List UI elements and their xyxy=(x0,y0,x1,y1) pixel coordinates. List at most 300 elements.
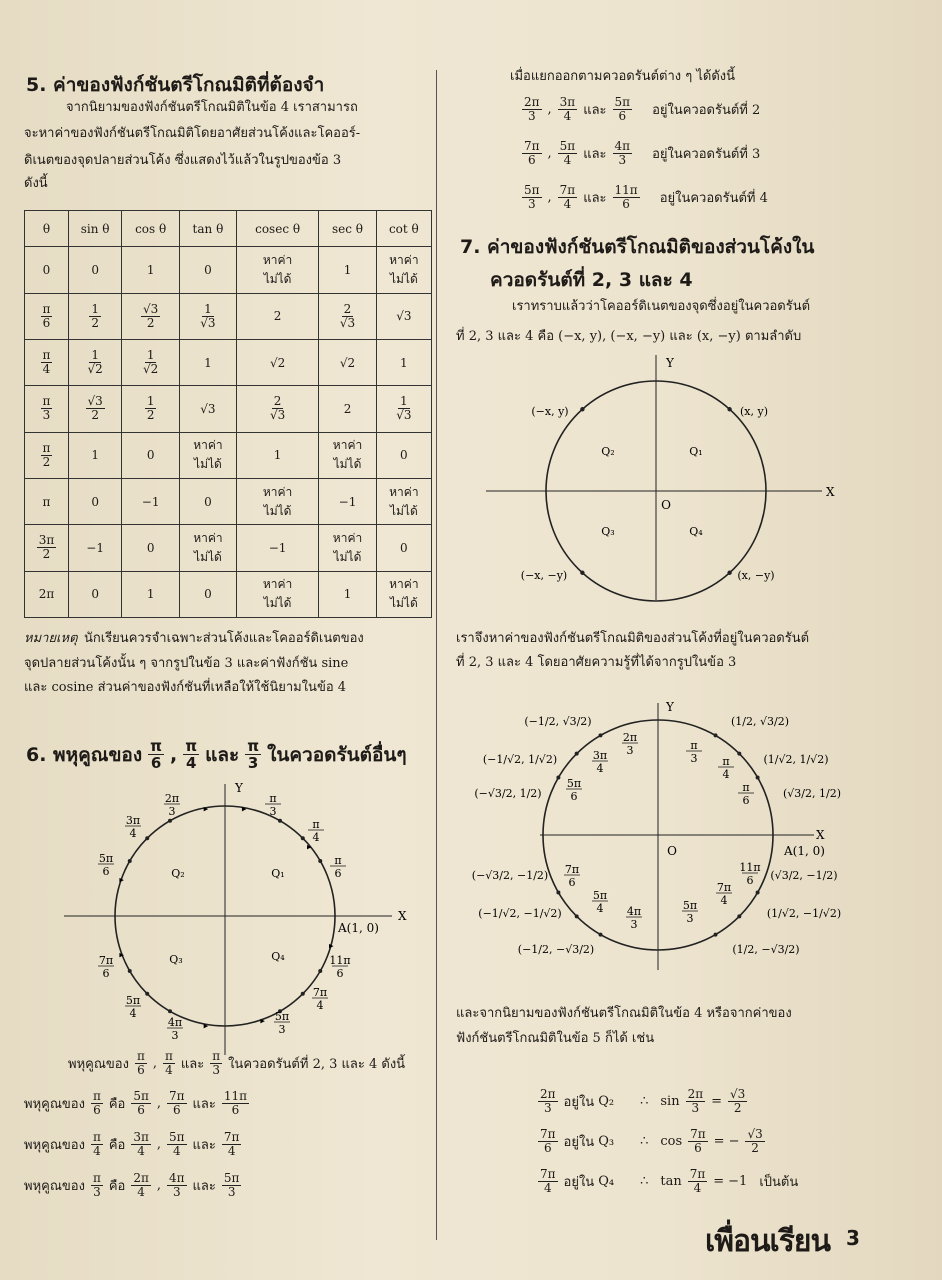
arc-point xyxy=(737,914,741,918)
base-fraction: $\frac{\pi}{4}$ xyxy=(92,1130,101,1158)
arc-point xyxy=(168,1009,172,1013)
and-word: และ xyxy=(192,1097,216,1112)
point-q2-label: (−x, y) xyxy=(531,405,569,418)
table-cell xyxy=(319,571,376,617)
cell-value: 2 xyxy=(343,401,352,416)
coordinate-label: (−1/√2, 1/√2) xyxy=(482,753,558,766)
arc-arrow-icon: ▸ xyxy=(306,842,312,853)
arc-point xyxy=(145,836,149,840)
point-q1-label: (x, y) xyxy=(740,405,768,418)
table-cell xyxy=(25,293,69,339)
multiple-a: $\frac{2\pi}{4}$ xyxy=(133,1171,149,1199)
arc-arrow-icon: ▸ xyxy=(119,950,124,961)
cell-value: 0 xyxy=(146,540,155,555)
note-line-2: จุดปลายส่วนโค้งนั้น ๆ จากรูปในข้อ 3 และค่าฟังก์ชัน sine xyxy=(24,656,349,671)
table-cell xyxy=(68,571,121,617)
table-header-cell: θ xyxy=(25,211,69,247)
table-cell xyxy=(68,247,121,293)
svg-text:4: 4 xyxy=(312,831,320,844)
arc-point xyxy=(599,933,603,937)
sec6-title-a: 6. พหุคูณของ xyxy=(26,743,143,766)
point-a-label: A(1, 0) xyxy=(338,921,379,935)
is-word: คือ xyxy=(108,1138,126,1153)
table-cell xyxy=(376,293,431,339)
cell-value: $\frac{1}{√3}$ xyxy=(396,394,412,423)
angle-label xyxy=(682,899,698,925)
angle-label xyxy=(716,881,732,907)
cell-value: √3 xyxy=(396,309,412,324)
section-5-title: 5. ค่าของฟังก์ชันตรีโกณมิติที่ต้องจำ xyxy=(26,74,325,96)
cell-value: $\frac{√3}{2}$ xyxy=(87,394,103,423)
quadrant-name: Q₂ xyxy=(598,1094,615,1109)
cell-value: 0 xyxy=(204,494,212,509)
svg-text:π: π xyxy=(722,755,730,768)
quadrant-name: Q₄ xyxy=(598,1174,615,1189)
sec5-intro-3: ดิเนตของจุดปลายส่วนโค้ง ซึ่งแสดงไว้แล้วในรูปของข้อ 3 xyxy=(24,153,342,168)
sec5-intro-1: จากนิยามของฟังก์ชันตรีโกณมิติในข้อ 4 เราสามารถ xyxy=(66,100,358,115)
table-cell: หาค่า ไม่ได้ xyxy=(376,247,431,293)
svg-text:π: π xyxy=(690,739,698,752)
origin-label: O xyxy=(661,498,671,512)
table-cell xyxy=(68,525,121,571)
angle-label xyxy=(622,731,638,757)
cell-value: 1 xyxy=(146,262,155,277)
svg-text:4: 4 xyxy=(129,1007,137,1020)
table-cell xyxy=(25,478,69,524)
sec6-summary: พหุคูณของ $\frac{\pi}{6}$ , $\frac{\pi}{4}$ และ $\frac{\pi}{3}$ ในควอดรันต์ที่ 2, 3 และ 4 ดังนี้ xyxy=(68,1049,406,1077)
sec7-p1: เราทราบแล้วว่าโคออร์ดิเนตของจุดซึ่งอยู่ในควอดรันต์ xyxy=(512,299,811,314)
arc-point xyxy=(318,859,322,863)
arc-point xyxy=(318,969,322,973)
table-header-row xyxy=(25,211,432,247)
frac-pi-6: $\frac{\pi}{6}$ xyxy=(150,737,162,772)
table-cell xyxy=(236,525,318,571)
angle-label xyxy=(329,954,350,980)
magazine-brand: เพื่อนเรียน xyxy=(705,1224,831,1259)
angle-label xyxy=(98,852,114,878)
angle-label xyxy=(564,863,580,889)
table-row xyxy=(25,339,432,385)
point-q3-label: (−x, −y) xyxy=(520,569,568,582)
example-row xyxy=(536,1168,798,1195)
angle-label xyxy=(167,1016,183,1042)
cell-value: 0 xyxy=(91,587,99,602)
arc-a: $\frac{5\pi}{3}$ xyxy=(524,183,540,211)
multiple-c: $\frac{5\pi}{3}$ xyxy=(223,1171,240,1199)
function-arg: $\frac{7\pi}{4}$ xyxy=(689,1167,706,1195)
table-cell xyxy=(319,293,376,339)
angle-label xyxy=(98,954,114,980)
svg-text:7π: 7π xyxy=(312,986,328,999)
y-axis-label: Y xyxy=(235,781,243,795)
multiple-b: $\frac{4\pi}{3}$ xyxy=(169,1171,185,1199)
svg-text:3: 3 xyxy=(630,918,638,931)
cell-value: $\frac{1}{√2}$ xyxy=(87,348,103,377)
angle-label xyxy=(738,781,754,807)
arc-point xyxy=(556,776,560,780)
arc-arrow-icon: ▸ xyxy=(119,875,124,886)
table-cell xyxy=(179,293,236,339)
table-cell xyxy=(122,571,180,617)
multiple-a: $\frac{5\pi}{6}$ xyxy=(133,1089,149,1117)
svg-text:6: 6 xyxy=(742,794,750,807)
cell-value: 1 xyxy=(273,448,282,463)
note-line-1: นักเรียนควรจำเฉพาะส่วนโค้งและโคออร์ดิเนตของ xyxy=(84,631,364,646)
base-fraction: $\frac{\pi}{6}$ xyxy=(92,1089,101,1117)
sec7-p3: เราจึงหาค่าของฟังก์ชันตรีโกณมิติของส่วนโค้งที่อยู่ในควอดรันต์ xyxy=(456,631,810,646)
quadrant-row: $\frac{2\pi}{3}$ , $\frac{3\pi}{4}$ และ $\frac{5\pi}{6}$ อยู่ในควอดรันต์ที่ 2 xyxy=(524,95,761,123)
arc-a: $\frac{2\pi}{3}$ xyxy=(524,95,540,123)
arc-point xyxy=(714,933,718,937)
cell-value: 0 xyxy=(91,494,99,509)
q4-label: Q₄ xyxy=(689,525,703,538)
coordinate-label: (−√3/2, 1/2) xyxy=(474,787,542,800)
table-cell xyxy=(25,386,69,432)
quadrant-coordinates-diagram xyxy=(440,345,840,605)
q2-label: Q₂ xyxy=(601,445,615,458)
sec7-p2: ที่ 2, 3 และ 4 คือ (−x, y), (−x, −y) และ (x, −y) ตามลำดับ xyxy=(456,329,802,344)
sec7-p4: ที่ 2, 3 และ 4 โดยอาศัยความรู้ที่ได้จากรูปในข้อ 3 xyxy=(456,655,737,670)
therefore-symbol: ∴ xyxy=(640,1094,649,1109)
arc-b: $\frac{5\pi}{4}$ xyxy=(559,139,576,167)
table-cell: หาค่า ไม่ได้ xyxy=(236,571,318,617)
angle-label xyxy=(592,749,608,775)
cell-value: $\frac{√3}{2}$ xyxy=(143,301,159,330)
multiple-c: $\frac{11\pi}{6}$ xyxy=(223,1089,248,1117)
svg-text:3π: 3π xyxy=(125,814,141,827)
angle-label xyxy=(312,986,328,1012)
multiples-row: พหุคูณของ $\frac{\pi}{6}$ คือ $\frac{5\pi}{6}$ , $\frac{7\pi}{6}$ และ $\frac{11\pi}{6}$ xyxy=(24,1089,248,1117)
arc-arrow-icon: ▸ xyxy=(241,804,247,815)
table-cell xyxy=(122,293,180,339)
example-arc: $\frac{2\pi}{3}$ xyxy=(540,1087,556,1115)
cell-value: 0 xyxy=(146,448,155,463)
table-cell xyxy=(179,247,236,293)
and-word: และ xyxy=(583,103,607,118)
table-row xyxy=(25,571,432,617)
arc-point xyxy=(145,992,149,996)
quadrant-name: Q₃ xyxy=(598,1134,615,1149)
therefore-symbol: ∴ xyxy=(640,1134,649,1149)
coordinate-label: (1/2, √3/2) xyxy=(731,715,789,728)
multiple-b: $\frac{5\pi}{4}$ xyxy=(169,1130,185,1158)
cell-value: 1 xyxy=(146,587,155,602)
q2-label: Q₂ xyxy=(171,867,185,880)
function-name: cos xyxy=(660,1134,683,1149)
svg-text:7π: 7π xyxy=(716,881,732,894)
cell-value: 0 xyxy=(91,262,99,277)
table-cell xyxy=(122,339,180,385)
svg-text:5π: 5π xyxy=(274,1010,290,1023)
angle-label xyxy=(308,818,324,844)
table-cell xyxy=(122,525,180,571)
cell-value: $\frac{1}{√2}$ xyxy=(143,348,159,377)
table-cell: หาค่า ไม่ได้ xyxy=(319,525,376,571)
table-cell: หาค่า ไม่ได้ xyxy=(376,478,431,524)
svg-text:7π: 7π xyxy=(564,863,580,876)
coordinate-label: (√3/2, 1/2) xyxy=(783,787,841,800)
table-cell xyxy=(236,293,318,339)
q1-label: Q₁ xyxy=(689,445,703,458)
svg-text:3: 3 xyxy=(171,1029,179,1042)
table-cell xyxy=(68,386,121,432)
equals-sign: = xyxy=(711,1094,722,1109)
in-word: อยู่ใน xyxy=(563,1175,595,1190)
table-cell xyxy=(236,339,318,385)
arc-point xyxy=(278,819,282,823)
multiple-b: $\frac{7\pi}{6}$ xyxy=(169,1089,185,1117)
coordinate-label: (−1/2, −√3/2) xyxy=(517,943,595,956)
svg-text:π: π xyxy=(269,792,277,805)
function-arg: $\frac{2\pi}{3}$ xyxy=(687,1087,704,1115)
multiples-row: พหุคูณของ $\frac{\pi}{4}$ คือ $\frac{3\pi}{4}$ , $\frac{5\pi}{4}$ และ $\frac{7\pi}{4}$ xyxy=(24,1130,240,1158)
table-cell xyxy=(25,339,69,385)
svg-text:4π: 4π xyxy=(626,905,642,918)
svg-text:6: 6 xyxy=(336,967,344,980)
cell-value: √3 xyxy=(200,401,216,416)
and-word: และ xyxy=(192,1138,216,1153)
table-row xyxy=(25,525,432,571)
arc-arrow-icon: ▸ xyxy=(203,1021,209,1032)
table-header-cell: sin θ xyxy=(68,211,121,247)
sec6-title-and: และ xyxy=(205,743,240,766)
table-cell: หาค่า ไม่ได้ xyxy=(236,478,318,524)
arc-point xyxy=(575,914,579,918)
equals-sign: = xyxy=(713,1174,725,1189)
coordinate-label: (1/2, −√3/2) xyxy=(732,943,800,956)
cell-value: 1 xyxy=(91,448,99,463)
table-cell xyxy=(25,571,69,617)
svg-text:3π: 3π xyxy=(592,749,608,762)
angle-label xyxy=(626,905,642,931)
unit-circle-multiples-diagram xyxy=(0,770,436,1060)
svg-text:4: 4 xyxy=(596,762,604,775)
svg-text:6: 6 xyxy=(570,790,578,803)
row-label: พหุคูณของ xyxy=(24,1179,85,1194)
cell-value: π xyxy=(42,494,51,509)
arc-point xyxy=(128,859,132,863)
arc-point xyxy=(556,891,560,895)
cell-value: 1 xyxy=(400,355,408,370)
table-cell xyxy=(319,478,376,524)
svg-text:2π: 2π xyxy=(164,792,180,805)
table-cell xyxy=(319,386,376,432)
svg-text:11π: 11π xyxy=(739,861,761,874)
sec7-p5: และจากนิยามของฟังก์ชันตรีโกณมิติในข้อ 4 หรือจากค่าของ xyxy=(456,1006,792,1021)
svg-text:4: 4 xyxy=(129,827,137,840)
arc-point xyxy=(301,836,305,840)
arc-point xyxy=(756,776,760,780)
cell-value: $\frac{\pi}{3}$ xyxy=(42,394,51,423)
svg-text:6: 6 xyxy=(746,874,754,887)
coordinate-label: (−1/√2, −1/√2) xyxy=(478,907,562,920)
cell-value: −1 xyxy=(141,494,160,509)
function-name: sin xyxy=(660,1094,680,1109)
svg-text:5π: 5π xyxy=(682,899,698,912)
point-a-label: A(1, 0) xyxy=(784,844,825,858)
svg-text:π: π xyxy=(742,781,750,794)
svg-text:7π: 7π xyxy=(98,954,114,967)
is-word: คือ xyxy=(108,1179,126,1194)
svg-text:6: 6 xyxy=(334,867,342,880)
example-arc: $\frac{7\pi}{4}$ xyxy=(540,1167,556,1195)
table-cell: หาค่า ไม่ได้ xyxy=(319,432,376,478)
page-number: 3 xyxy=(846,1226,860,1250)
cell-value: $\frac{3\pi}{2}$ xyxy=(38,533,55,562)
svg-text:11π: 11π xyxy=(329,954,351,967)
table-header-cell: tan θ xyxy=(179,211,236,247)
table-cell xyxy=(25,525,69,571)
cell-value: −1 xyxy=(268,540,287,555)
angle-label xyxy=(330,854,346,880)
table-cell: หาค่า ไม่ได้ xyxy=(236,247,318,293)
arc-c: $\frac{5\pi}{6}$ xyxy=(614,95,631,123)
table-cell xyxy=(319,247,376,293)
angle-label xyxy=(592,889,608,915)
table-cell xyxy=(68,478,121,524)
svg-text:5π: 5π xyxy=(566,777,582,790)
function-name: tan xyxy=(660,1174,682,1189)
table-row xyxy=(25,293,432,339)
table-header-cell: cos θ xyxy=(122,211,180,247)
table-cell xyxy=(376,525,431,571)
origin-label: O xyxy=(667,844,677,858)
y-axis-label: Y xyxy=(666,700,674,714)
and-word: และ xyxy=(192,1179,216,1194)
cell-value: −1 xyxy=(86,540,104,555)
coordinate-point xyxy=(727,571,731,575)
table-cell xyxy=(376,339,431,385)
svg-text:6: 6 xyxy=(568,876,576,889)
frac-pi-3: $\frac{\pi}{3}$ xyxy=(247,737,260,772)
table-header-cell: sec θ xyxy=(319,211,376,247)
svg-text:π: π xyxy=(312,818,320,831)
cell-value: $\frac{2}{√3}$ xyxy=(269,394,286,423)
arc-point xyxy=(128,969,132,973)
cell-value: 0 xyxy=(204,587,212,602)
coordinate-label: (1/√2, 1/√2) xyxy=(763,753,829,766)
section-6-title: 6. พหุคูณของ $\frac{\pi}{6}$ , $\frac{\pi}{4}$ และ $\frac{\pi}{3}$ ในควอดรันต์อื่นๆ xyxy=(26,737,407,772)
cell-value: 1 xyxy=(204,355,212,370)
example-tail: เป็นต้น xyxy=(759,1175,799,1190)
cell-value: 0 xyxy=(400,448,408,463)
and-word: และ xyxy=(583,147,607,162)
base-fraction: $\frac{\pi}{3}$ xyxy=(92,1171,101,1199)
sec6-title-b: ในควอดรันต์อื่นๆ xyxy=(267,743,407,766)
table-cell xyxy=(319,339,376,385)
arc-arrow-icon: ▸ xyxy=(328,941,334,952)
angle-label xyxy=(125,814,141,840)
svg-text:3: 3 xyxy=(269,805,277,818)
in-word: อยู่ใน xyxy=(563,1135,595,1150)
example-row: $\frac{7\pi}{6}$ อยู่ใน Q₃ ∴ cos $\frac{7\pi}{6}$ = − $\frac{√3}{2}$ xyxy=(540,1127,763,1155)
table-cell xyxy=(68,432,121,478)
sec5-intro-4: ดังนี้ xyxy=(24,176,48,191)
quadrant-lead: เมื่อแยกออกตามควอดรันต์ต่าง ๆ ได้ดังนี้ xyxy=(510,69,736,84)
cell-value: $\frac{1}{√3}$ xyxy=(200,301,216,330)
table-cell xyxy=(122,386,180,432)
svg-text:5π: 5π xyxy=(592,889,608,902)
table-cell xyxy=(236,432,318,478)
coordinate-label: (√3/2, −1/2) xyxy=(770,869,838,882)
table-cell xyxy=(179,571,236,617)
example-value: $\frac{√3}{2}$ xyxy=(730,1087,746,1115)
table-cell: หาค่า ไม่ได้ xyxy=(179,432,236,478)
cell-value: 2 xyxy=(273,309,282,324)
q3-label: Q₃ xyxy=(601,525,615,538)
table-cell xyxy=(25,247,69,293)
svg-text:5π: 5π xyxy=(125,994,141,1007)
angle-label xyxy=(125,994,141,1020)
cell-value: $\frac{2}{√3}$ xyxy=(339,301,356,330)
cell-value: $\frac{1}{2}$ xyxy=(146,394,155,423)
table-cell xyxy=(122,247,180,293)
table-cell xyxy=(376,386,431,432)
x-axis-label: X xyxy=(816,828,825,842)
arc-point xyxy=(301,992,305,996)
angle-label xyxy=(164,792,180,818)
table-cell xyxy=(25,432,69,478)
q4-label: Q₄ xyxy=(271,950,285,963)
svg-text:3: 3 xyxy=(168,805,176,818)
note-label: หมายเหตุ xyxy=(24,631,78,646)
note-line-3: และ cosine ส่วนค่าของฟังก์ชันที่เหลือให้ใช้นิยามในข้อ 4 xyxy=(24,680,347,695)
arc-point xyxy=(168,819,172,823)
svg-text:2π: 2π xyxy=(622,731,638,744)
arc-point xyxy=(599,733,603,737)
section-7-title-2: ควอดรันต์ที่ 2, 3 และ 4 xyxy=(490,269,693,291)
svg-text:3: 3 xyxy=(278,1023,286,1036)
example-value: $\frac{√3}{2}$ xyxy=(747,1127,763,1155)
row-label: พหุคูณของ xyxy=(24,1138,85,1153)
arc-b: $\frac{3\pi}{4}$ xyxy=(559,95,576,123)
svg-text:3: 3 xyxy=(626,744,634,757)
svg-text:4: 4 xyxy=(722,768,730,781)
table-cell: หาค่า ไม่ได้ xyxy=(179,525,236,571)
table-cell xyxy=(122,478,180,524)
function-arg: $\frac{7\pi}{6}$ xyxy=(690,1127,706,1155)
angle-label xyxy=(566,777,582,803)
table-header-cell: cot θ xyxy=(376,211,431,247)
x-axis-label: X xyxy=(826,485,835,499)
table-row xyxy=(25,432,432,478)
multiple-c: $\frac{7\pi}{4}$ xyxy=(223,1130,240,1158)
angle-label xyxy=(739,861,760,887)
point-q4-label: (x, −y) xyxy=(737,569,775,582)
q3-label: Q₃ xyxy=(169,953,183,966)
angle-label xyxy=(718,755,734,781)
multiples-row: พหุคูณของ $\frac{\pi}{3}$ คือ $\frac{2\pi}{4}$ , $\frac{4\pi}{3}$ และ $\frac{5\pi}{3}$ xyxy=(24,1171,240,1199)
angle-label xyxy=(274,1010,290,1036)
frac-pi-4: $\frac{\pi}{4}$ xyxy=(185,737,198,772)
cell-value: √2 xyxy=(339,355,356,370)
coordinate-label: (−√3/2, −1/2) xyxy=(471,869,549,882)
arc-point xyxy=(714,733,718,737)
cell-value: 1 xyxy=(343,587,352,602)
arc-point xyxy=(737,752,741,756)
cell-value: 1 xyxy=(343,262,352,277)
svg-text:3: 3 xyxy=(686,912,694,925)
table-cell xyxy=(68,293,121,339)
example-value: −1 xyxy=(728,1174,748,1189)
table-cell xyxy=(179,478,236,524)
coordinate-point xyxy=(580,407,584,411)
quadrant-text: อยู่ในควอดรันต์ที่ 3 xyxy=(652,147,761,162)
arc-b: $\frac{7\pi}{4}$ xyxy=(559,183,576,211)
table-row xyxy=(25,247,432,293)
cell-value: $\frac{\pi}{4}$ xyxy=(42,348,51,377)
equals-sign: = xyxy=(713,1134,725,1149)
